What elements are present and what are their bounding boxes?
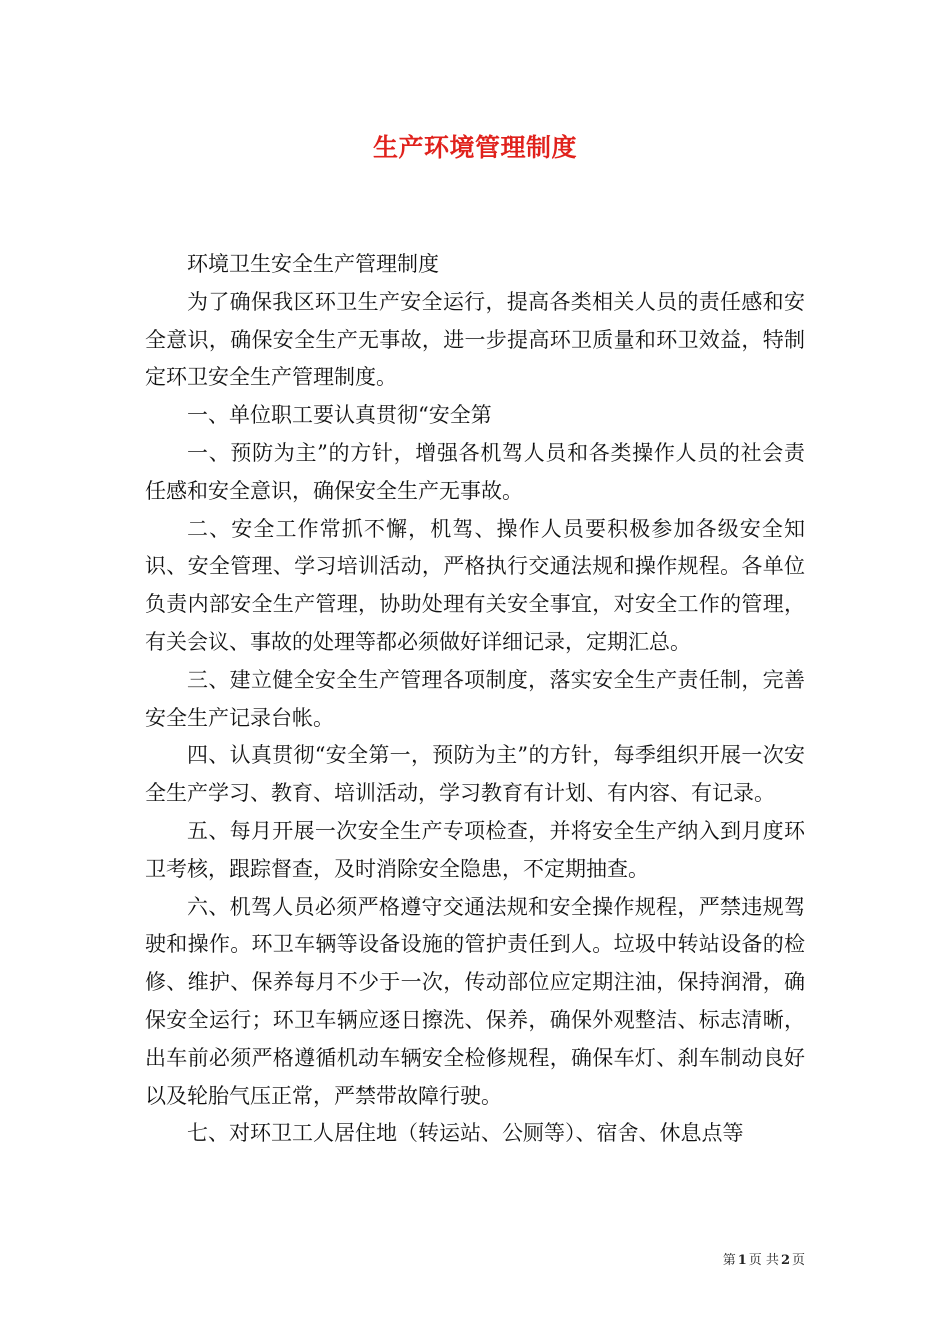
paragraph-item-7: 七、对环卫工人居住地（转运站、公厕等）、宿舍、休息点等 [187,1121,744,1146]
footer-prefix: 第 [722,1253,736,1268]
footer-total-pages: 2 [780,1253,790,1268]
footer-current-page: 1 [737,1253,747,1268]
footer-middle: 页 共 [748,1253,779,1268]
paragraph-item-4: 四、认真贯彻“安全第一，预防为主”的方针，每季组织开展一次安全生产学习、教育、培训活动，学习教育有计划、有内容、有记录。 [145,743,805,806]
paragraph-intro: 为了确保我区环卫生产安全运行，提高各类相关人员的责任感和安全意识，确保安全生产无事故，进一步提高环卫质量和环卫效益，特制定环卫安全生产管理制度。 [145,289,805,390]
document-body [145,246,805,1153]
paragraph-item-1-cont: 一、预防为主”的方针，增强各机驾人员和各类操作人员的社会责任感和安全意识，确保安全生产无事故。 [145,440,805,503]
page-footer [723,1252,805,1270]
paragraph-item-5: 五、每月开展一次安全生产专项检查，并将安全生产纳入到月度环卫考核，跟踪督查，及时消除安全隐患，不定期抽查。 [145,818,805,881]
paragraph-item-6: 六、机驾人员必须严格遵守交通法规和安全操作规程，严禁违规驾驶和操作。环卫车辆等设备设施的管护责任到人。垃圾中转站设备的检修、维护、保养每月不少于一次，传动部位应定期注油，保持润滑，确保安全运行；环卫车辆应逐日擦洗、保养，确保外观整洁、标志清晰，出车前必须严格遵循机动车辆安全检修规程，确保车灯、刹车制动良好以及轮胎气压正常，严禁带故障行驶。 [145,894,805,1108]
footer-suffix: 页 [791,1253,805,1268]
paragraph-item-1-start: 一、单位职工要认真贯彻“安全第 [187,403,492,428]
document-title: 生产环境管理制度 [372,133,577,162]
paragraph-item-3: 三、建立健全安全生产管理各项制度，落实安全生产责任制，完善安全生产记录台帐。 [145,667,805,730]
paragraph-item-2: 二、安全工作常抓不懈，机驾、操作人员要积极参加各级安全知识、安全管理、学习培训活动，严格执行交通法规和操作规程。各单位负责内部安全生产管理，协助处理有关安全事宜，对安全工作的管理，有关会议、事故的处理等都必须做好详细记录，定期汇总。 [145,516,805,654]
paragraph-heading: 环境卫生安全生产管理制度 [187,252,439,276]
